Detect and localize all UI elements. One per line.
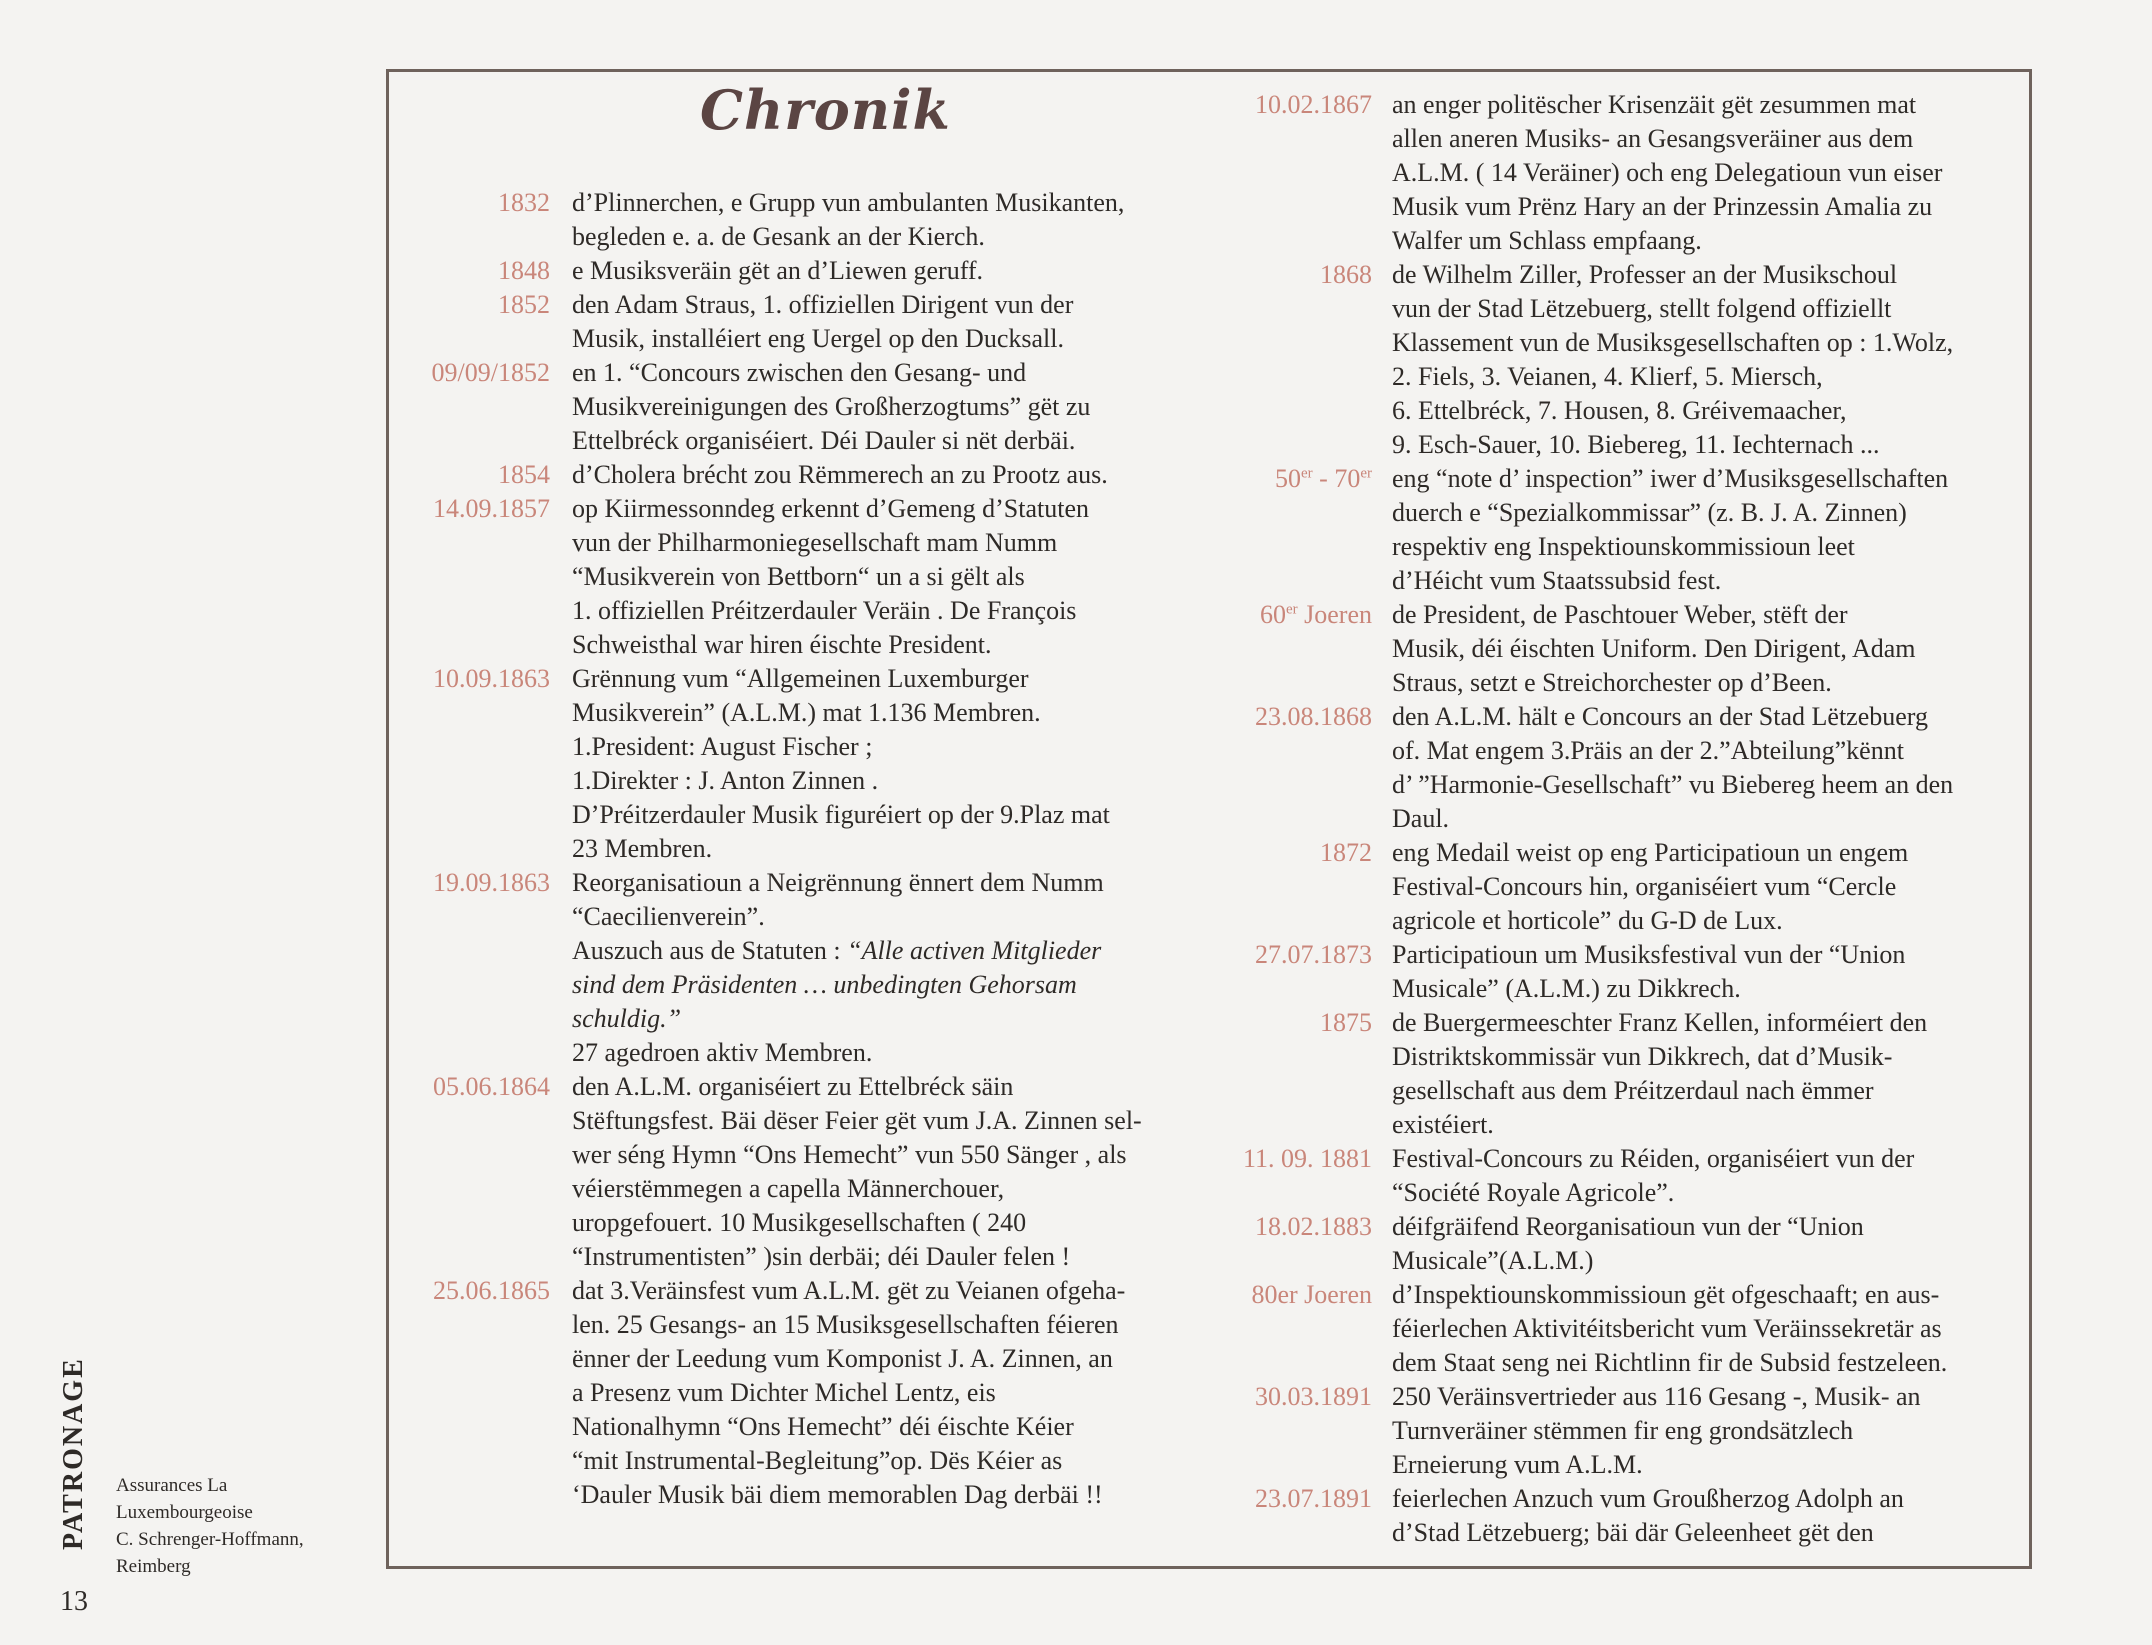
entry-line: 9. Esch-Sauer, 10. Biebereg, 11. Iechternach ...: [1392, 430, 1880, 459]
entry-quote-line: [572, 968, 1200, 1002]
entry-date: 11. 09. 1881: [1242, 1144, 1372, 1173]
entry-text: [572, 458, 1200, 492]
entry-date: 14.09.1857: [433, 494, 550, 523]
entry-line: Musikvereinigungen des Großherzogtums” gët zu: [572, 392, 1091, 421]
chronicle-entry: [390, 254, 1200, 288]
entry-line: Musikverein” (A.L.M.) mat 1.136 Membren.: [572, 698, 1041, 727]
entry-line: d’Cholera brécht zou Rëmmerech an zu Prootz aus.: [572, 460, 1108, 489]
sponsor-line: Assurances La: [116, 1475, 228, 1496]
sponsor-line: C. Schrenger-Hoffmann,: [116, 1529, 304, 1550]
entry-date: 19.09.1863: [433, 868, 550, 897]
entry-line: d’ ”Harmonie-Gesellschaft” vu Biebereg heem an den: [1392, 770, 1954, 799]
entry-line: 2. Fiels, 3. Veianen, 4. Klierf, 5. Miersch,: [1392, 362, 1823, 391]
entry-line: 23 Membren.: [572, 834, 713, 863]
entry-line: de Wilhelm Ziller, Professer an der Musikschoul: [1392, 260, 1898, 289]
entry-date: 05.06.1864: [433, 1072, 550, 1101]
entry-line: Straus, setzt e Streichorchester op d’Been.: [1392, 668, 1832, 697]
entry-line: “Société Royale Agricole”.: [1392, 1178, 1675, 1207]
entry-date: 1872: [1320, 838, 1372, 867]
quote-text: sind dem Präsidenten … unbedingten Gehorsam: [572, 970, 1077, 999]
entry-date-suffix: er: [1301, 465, 1313, 482]
chronicle-entry: [1200, 1142, 2020, 1210]
entry-line: allen aneren Musiks- an Gesangsveräiner aus dem: [1392, 124, 1914, 153]
entry-line: d’Stad Lëtzebuerg; bäi där Geleenheet gët den: [1392, 1518, 1874, 1547]
entry-date: 23.08.1868: [1255, 702, 1372, 731]
entry-line: Daul.: [1392, 804, 1450, 833]
entry-line: Turnveräiner stëmmen fir eng grondsätzlech: [1392, 1416, 1854, 1445]
chronicle-entry: [1200, 1210, 2020, 1278]
entry-line: en 1. “Concours zwischen den Gesang- und: [572, 358, 1027, 387]
chronicle-entry: [1200, 462, 2020, 598]
entry-line: eng “note d’ inspection” iwer d’Musiksgesellschaften: [1392, 464, 1949, 493]
entry-text: [1392, 598, 2020, 700]
chronicle-entry: [390, 186, 1200, 254]
chronicle-entry: [1200, 1278, 2020, 1380]
chronicle-entry: [1200, 836, 2020, 938]
quote-intro: Auszuch aus de Statuten :: [572, 936, 848, 965]
entry-line: e Musiksveräin gët an d’Liewen geruff.: [572, 256, 984, 285]
entry-line: Walfer um Schlass empfaang.: [1392, 226, 1702, 255]
patronage-label: PATRONAGE: [58, 1357, 89, 1550]
entry-text: [572, 356, 1200, 458]
entry-line: de Buergermeeschter Franz Kellen, informéiert den: [1392, 1008, 1928, 1037]
entry-text: [572, 1274, 1200, 1512]
entry-line: Participatioun um Musiksfestival vun der “Union: [1392, 940, 1906, 969]
entry-text: [1392, 700, 2020, 836]
entry-line: vun der Philharmoniegesellschaft mam Numm: [572, 528, 1058, 557]
entry-line: dem Staat seng nei Richtlinn fir de Subsid festzeleen.: [1392, 1348, 1948, 1377]
entry-text: [1392, 1142, 2020, 1210]
entry-line: den Adam Straus, 1. offiziellen Dirigent vun der: [572, 290, 1074, 319]
entry-text: [1392, 1006, 2020, 1142]
entry-line: 1.President: August Fischer ;: [572, 732, 873, 761]
sponsor-line: Luxembourgeoise: [116, 1502, 253, 1523]
entry-line: 6. Ettelbréck, 7. Housen, 8. Gréivemaacher,: [1392, 396, 1847, 425]
entry-line: Schweisthal war hiren éischte President.: [572, 630, 992, 659]
entry-text: [1392, 1482, 2020, 1550]
chronicle-entry: [390, 1070, 1200, 1274]
entry-line: eng Medail weist op eng Participatioun un engem: [1392, 838, 1909, 867]
entry-date: 80er Joeren: [1251, 1280, 1372, 1309]
entry-date: 23.07.1891: [1255, 1484, 1372, 1513]
page-title: Chronik: [700, 78, 951, 142]
entry-line: Distriktskommissär vun Dikkrech, dat d’Musik-: [1392, 1042, 1893, 1071]
entry-line: Musicale” (A.L.M.) zu Dikkrech.: [1392, 974, 1741, 1003]
entry-date: 1832: [498, 188, 550, 217]
entry-quote-line: [572, 1002, 1200, 1036]
entry-line: wer séng Hymn “Ons Hemecht” vun 550 Sänger , als: [572, 1140, 1127, 1169]
entry-text: [1392, 1210, 2020, 1278]
entry-text: [572, 186, 1200, 254]
entry-line: 1.Direkter : J. Anton Zinnen .: [572, 766, 879, 795]
entry-line: duerch e “Spezialkommissar” (z. B. J. A. Zinnen): [1392, 498, 1907, 527]
entry-line: a Presenz vum Dichter Michel Lentz, eis: [572, 1378, 996, 1407]
entry-line: de President, de Paschtouer Weber, stëft der: [1392, 600, 1848, 629]
entry-date-part: 50: [1275, 464, 1302, 493]
entry-line: Reorganisatioun a Neigrënnung ënnert dem Numm: [572, 868, 1104, 897]
entry-text: [572, 662, 1200, 866]
quote-text: schuldig.”: [572, 1004, 682, 1033]
entry-text: [1392, 258, 2020, 462]
entry-date-part: Joeren: [1297, 600, 1372, 629]
entry-text: [1392, 938, 2020, 1006]
entry-text: [1392, 1278, 2020, 1380]
entry-line: Klassement vun de Musiksgesellschaften op : 1.Wolz,: [1392, 328, 1954, 357]
entry-date-part: - 70: [1312, 464, 1361, 493]
entry-date: 1875: [1320, 1008, 1372, 1037]
page-number: 13: [60, 1586, 88, 1617]
entry-date: 1848: [498, 256, 550, 285]
chronicle-entry: [1200, 598, 2020, 700]
entry-date: 10.02.1867: [1255, 90, 1372, 119]
entry-line: “mit Instrumental-Begleitung”op. Dës Kéier as: [572, 1446, 1063, 1475]
entry-quote-line: [572, 934, 1200, 968]
entry-date-part: 60: [1259, 600, 1286, 629]
entry-text: [1392, 1380, 2020, 1482]
chronicle-entry: [390, 356, 1200, 458]
entry-line: véierstëmmegen a capella Männerchouer,: [572, 1174, 1005, 1203]
chronicle-entry: [1200, 1380, 2020, 1482]
entry-line: 250 Veräinsvertrieder aus 116 Gesang -, Musik- an: [1392, 1382, 1921, 1411]
entry-text: [572, 492, 1200, 662]
sponsor-block: [116, 1472, 304, 1580]
entry-line: gesellschaft aus dem Préitzerdaul nach ëmmer: [1392, 1076, 1874, 1105]
entry-line: D’Préitzerdauler Musik figuréiert op der 9.Plaz mat: [572, 800, 1110, 829]
entry-line: Nationalhymn “Ons Hemecht” déi éischte Kéier: [572, 1412, 1074, 1441]
entry-line: Musik vum Prënz Hary an der Prinzessin Amalia zu: [1392, 192, 1933, 221]
entry-line: “Musikverein von Bettborn“ un a si gëlt als: [572, 562, 1025, 591]
entry-line: Erneierung vum A.L.M.: [1392, 1450, 1643, 1479]
entry-date: 30.03.1891: [1255, 1382, 1372, 1411]
chronicle-entry: [1200, 88, 2020, 258]
entry-line: 1. offiziellen Préitzerdauler Veräin . De François: [572, 596, 1077, 625]
entry-line: len. 25 Gesangs- an 15 Musiksgesellschaften féieren: [572, 1310, 1119, 1339]
entry-line: féierlechen Aktivitéitsbericht vum Veräinssekretär as: [1392, 1314, 1942, 1343]
entry-text: [1392, 88, 2020, 258]
entry-line: d’Plinnerchen, e Grupp vun ambulanten Musikanten,: [572, 188, 1125, 217]
entry-line: an enger politëscher Krisenzäit gët zesummen mat: [1392, 90, 1917, 119]
chronicle-entry: [390, 1274, 1200, 1512]
entry-line: begleden e. a. de Gesank an der Kierch.: [572, 222, 985, 251]
entry-line: feierlechen Anzuch vum Groußherzog Adolph an: [1392, 1484, 1904, 1513]
entry-date: [1200, 598, 1392, 700]
right-column: [1200, 88, 2020, 1550]
entry-text: [572, 288, 1200, 356]
entry-date: 25.06.1865: [433, 1276, 550, 1305]
entry-line: ‘Dauler Musik bäi diem memorablen Dag derbäi !!: [572, 1480, 1103, 1509]
entry-line: Grënnung vum “Allgemeinen Luxemburger: [572, 664, 1029, 693]
entry-line: “Caecilienverein”.: [572, 902, 765, 931]
chronicle-entry: [1200, 700, 2020, 836]
entry-line: A.L.M. ( 14 Veräiner) och eng Delegatioun vun eiser: [1392, 158, 1943, 187]
entry-text: [1392, 462, 2020, 598]
sponsor-line: Reimberg: [116, 1556, 191, 1577]
entry-text: [1392, 836, 2020, 938]
entry-line: agricole et horticole” du G-D de Lux.: [1392, 906, 1783, 935]
left-column: [390, 186, 1200, 1512]
entry-date: [1200, 462, 1392, 598]
entry-date-suffix: er: [1360, 465, 1372, 482]
entry-line: Musik, installéiert eng Uergel op den Ducksall.: [572, 324, 1064, 353]
entry-text: [572, 1070, 1200, 1274]
entry-line: Stëftungsfest. Bäi dëser Feier gët vum J.A. Zinnen sel-: [572, 1106, 1142, 1135]
entry-line: ënner der Leedung vum Komponist J. A. Zinnen, an: [572, 1344, 1113, 1373]
entry-text: [572, 254, 1200, 288]
entry-line: Musicale”(A.L.M.): [1392, 1246, 1594, 1275]
chronicle-entry: [1200, 938, 2020, 1006]
chronicle-entry: [390, 866, 1200, 1070]
entry-line: respektiv eng Inspektiounskommissioun leet: [1392, 532, 1855, 561]
chronicle-entry: [390, 458, 1200, 492]
entry-line: op Kiirmessonndeg erkennt d’Gemeng d’Statuten: [572, 494, 1089, 523]
entry-line: dat 3.Veräinsfest vum A.L.M. gët zu Veianen ofgeha-: [572, 1276, 1126, 1305]
entry-line: d’Héicht vum Staatssubsid fest.: [1392, 566, 1722, 595]
entry-line: Musik, déi éischten Uniform. Den Dirigent, Adam: [1392, 634, 1916, 663]
entry-line: 27 agedroen aktiv Membren.: [572, 1038, 873, 1067]
chronicle-entry: [390, 288, 1200, 356]
chronicle-entry: [1200, 1482, 2020, 1550]
entry-line: “Instrumentisten” )sin derbäi; déi Dauler felen !: [572, 1242, 1071, 1271]
entry-line: Festival-Concours hin, organiséiert vum “Cercle: [1392, 872, 1897, 901]
entry-line: existéiert.: [1392, 1110, 1494, 1139]
entry-line: Ettelbréck organiséiert. Déi Dauler si nët derbäi.: [572, 426, 1076, 455]
entry-date: 18.02.1883: [1255, 1212, 1372, 1241]
entry-line: déifgräifend Reorganisatioun vun der “Union: [1392, 1212, 1864, 1241]
chronicle-entry: [390, 492, 1200, 662]
entry-line: den A.L.M. organiséiert zu Ettelbréck säin: [572, 1072, 1014, 1101]
entry-line: uropgefouert. 10 Musikgesellschaften ( 240: [572, 1208, 1027, 1237]
entry-line: vun der Stad Lëtzebuerg, stellt folgend offiziellt: [1392, 294, 1892, 323]
entry-line: d’Inspektiounskommissioun gët ofgeschaaft; en aus-: [1392, 1280, 1940, 1309]
entry-line: of. Mat engem 3.Präis an der 2.”Abteilung”kënnt: [1392, 736, 1904, 765]
quote-text: “Alle activen Mitglieder: [847, 936, 1102, 965]
entry-date-suffix: er: [1285, 601, 1298, 618]
entry-date: 09/09/1852: [431, 358, 550, 387]
entry-date: 27.07.1873: [1255, 940, 1372, 969]
entry-date: 10.09.1863: [433, 664, 550, 693]
chronicle-entry: [1200, 1006, 2020, 1142]
entry-line: Festival-Concours zu Réiden, organiséiert vun der: [1392, 1144, 1915, 1173]
chronicle-entry: [390, 662, 1200, 866]
entry-date: 1854: [498, 460, 550, 489]
entry-line: den A.L.M. hält e Concours an der Stad Lëtzebuerg: [1392, 702, 1928, 731]
entry-date: 1868: [1320, 260, 1372, 289]
entry-date: 1852: [498, 290, 550, 319]
chronicle-entry: [1200, 258, 2020, 462]
entry-text: [572, 866, 1200, 1070]
